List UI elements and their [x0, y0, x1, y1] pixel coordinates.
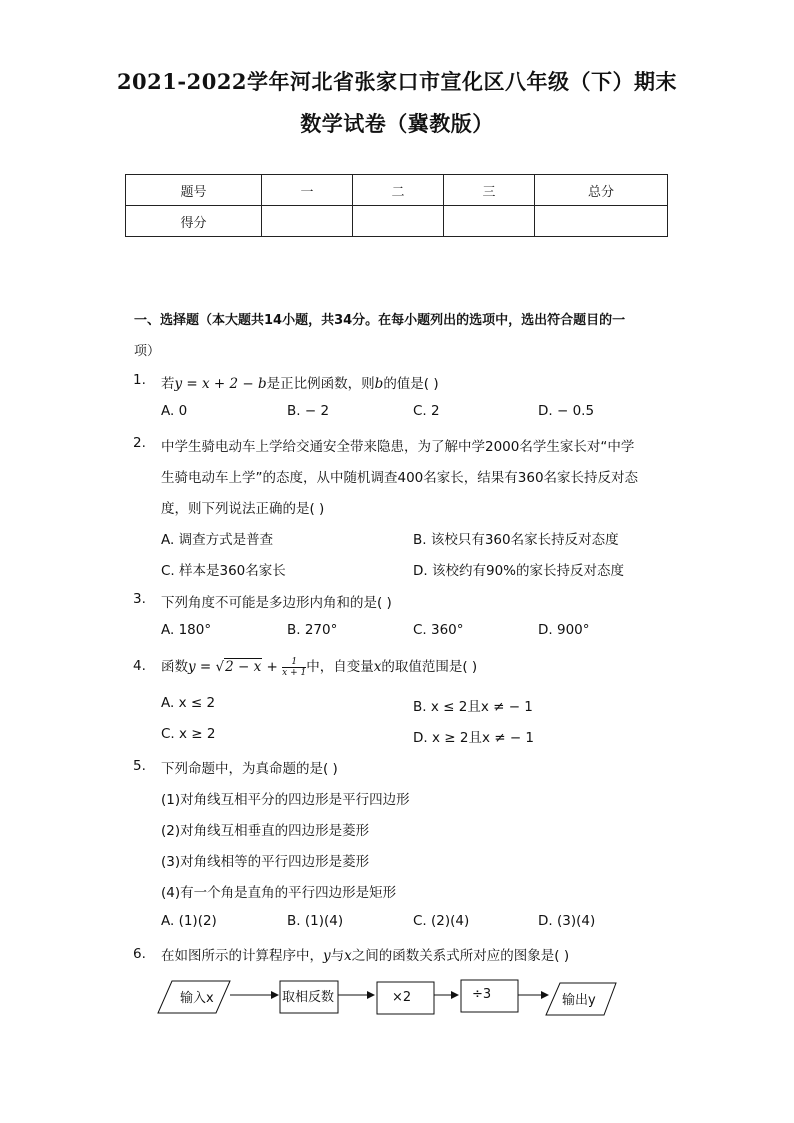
- question-number: 4.: [133, 658, 146, 674]
- question-number: 2.: [133, 435, 146, 451]
- question-number: 1.: [133, 372, 146, 388]
- question-2-stem-line2: 生骑电动车上学”的态度，从中随机调查400名家长，结果有360名家长持反对态: [161, 470, 639, 486]
- option-a: A. 0: [161, 403, 188, 419]
- option-c: C. 样本是360名家长: [161, 563, 286, 579]
- option-b: B. x ≤ 2且x ≠ − 1: [413, 699, 533, 715]
- question-2-stem-line1: 中学生骑电动车上学给交通安全带来隐患，为了解中学2000名学生家长对“中学: [161, 439, 635, 455]
- statement-item: (3)对角线相等的平行四边形是菱形: [161, 854, 370, 870]
- statement-item: (1)对角线互相平分的四边形是平行四边形: [161, 792, 410, 808]
- option-d: D. − 0.5: [538, 403, 595, 419]
- option-a: A. x ≤ 2: [161, 695, 216, 711]
- option-c: C. x ≥ 2: [161, 726, 216, 742]
- score-header-cell: 三: [444, 175, 535, 206]
- calculation-flowchart: [150, 975, 630, 1023]
- score-header-cell: 总分: [535, 175, 668, 206]
- question-5-stem: 下列命题中，为真命题的是( ): [161, 761, 338, 777]
- question-number: 6.: [133, 946, 146, 962]
- option-c: C. 2: [413, 403, 440, 419]
- fraction: $\frac{1}{x + 1}$: [282, 656, 307, 678]
- score-cell: [535, 206, 668, 237]
- option-d: D. 该校约有90%的家长持反对态度: [413, 563, 624, 579]
- flow-negate-label: 取相反数: [282, 990, 335, 1005]
- question-number: 5.: [133, 758, 146, 774]
- option-b: B. (1)(4): [287, 913, 344, 929]
- score-row-label: 得分: [126, 206, 262, 237]
- option-c: C. (2)(4): [413, 913, 470, 929]
- sqrt-radicand: 2 − x: [225, 659, 262, 675]
- option-a: A. 180°: [161, 622, 212, 638]
- question-1-stem: 若y = x + 2 − b是正比例函数，则b的值是( ): [161, 376, 439, 392]
- option-b: B. 该校只有360名家长持反对态度: [413, 532, 619, 548]
- option-b: B. − 2: [287, 403, 330, 419]
- score-cell: [262, 206, 353, 237]
- flow-output-label: 输出y: [562, 993, 596, 1008]
- score-table-score-row: [126, 206, 668, 237]
- score-cell: [444, 206, 535, 237]
- option-b: B. 270°: [287, 622, 338, 638]
- exam-title-line1: 2021-2022学年河北省张家口市宣化区八年级（下）期末: [116, 69, 678, 94]
- flow-divide-label: ÷3: [472, 987, 492, 1002]
- option-c: C. 360°: [413, 622, 464, 638]
- option-a: A. (1)(2): [161, 913, 217, 929]
- flow-input-label: 输入x: [180, 991, 214, 1006]
- option-a: A. 调查方式是普查: [161, 532, 274, 548]
- statement-item: (2)对角线互相垂直的四边形是菱形: [161, 823, 370, 839]
- question-6-stem: 在如图所示的计算程序中，y与x之间的函数关系式所对应的图象是( ): [161, 948, 570, 964]
- section-heading-cont: 项）: [134, 344, 161, 359]
- question-2-stem-line3: 度，则下列说法正确的是( ): [161, 501, 325, 517]
- sqrt-sign: √: [215, 659, 225, 675]
- exam-title-line2: 数学试卷（冀教版）: [300, 111, 494, 136]
- question-number: 3.: [133, 591, 146, 607]
- option-d: D. (3)(4): [538, 913, 596, 929]
- statement-item: (4)有一个角是直角的平行四边形是矩形: [161, 885, 397, 901]
- score-header-cell: 题号: [126, 175, 262, 206]
- section-heading: 一、选择题（本大题共14小题，共34分。在每小题列出的选项中，选出符合题目的一: [134, 313, 626, 328]
- option-d: D. x ≥ 2且x ≠ − 1: [413, 730, 535, 746]
- score-table-header-row: [126, 175, 668, 206]
- question-4-stem: 函数y = √2 − x + $\frac{1}{x + 1}$ 中，自变量x的取值范围是( ): [161, 656, 478, 678]
- option-d: D. 900°: [538, 622, 590, 638]
- flow-multiply-label: ×2: [392, 990, 412, 1005]
- score-header-cell: 一: [262, 175, 353, 206]
- score-table: [125, 174, 668, 237]
- math-expression: y = x + 2 − b: [174, 376, 267, 392]
- question-3-stem: 下列角度不可能是多边形内角和的是( ): [161, 595, 392, 611]
- score-header-cell: 二: [353, 175, 444, 206]
- score-cell: [353, 206, 444, 237]
